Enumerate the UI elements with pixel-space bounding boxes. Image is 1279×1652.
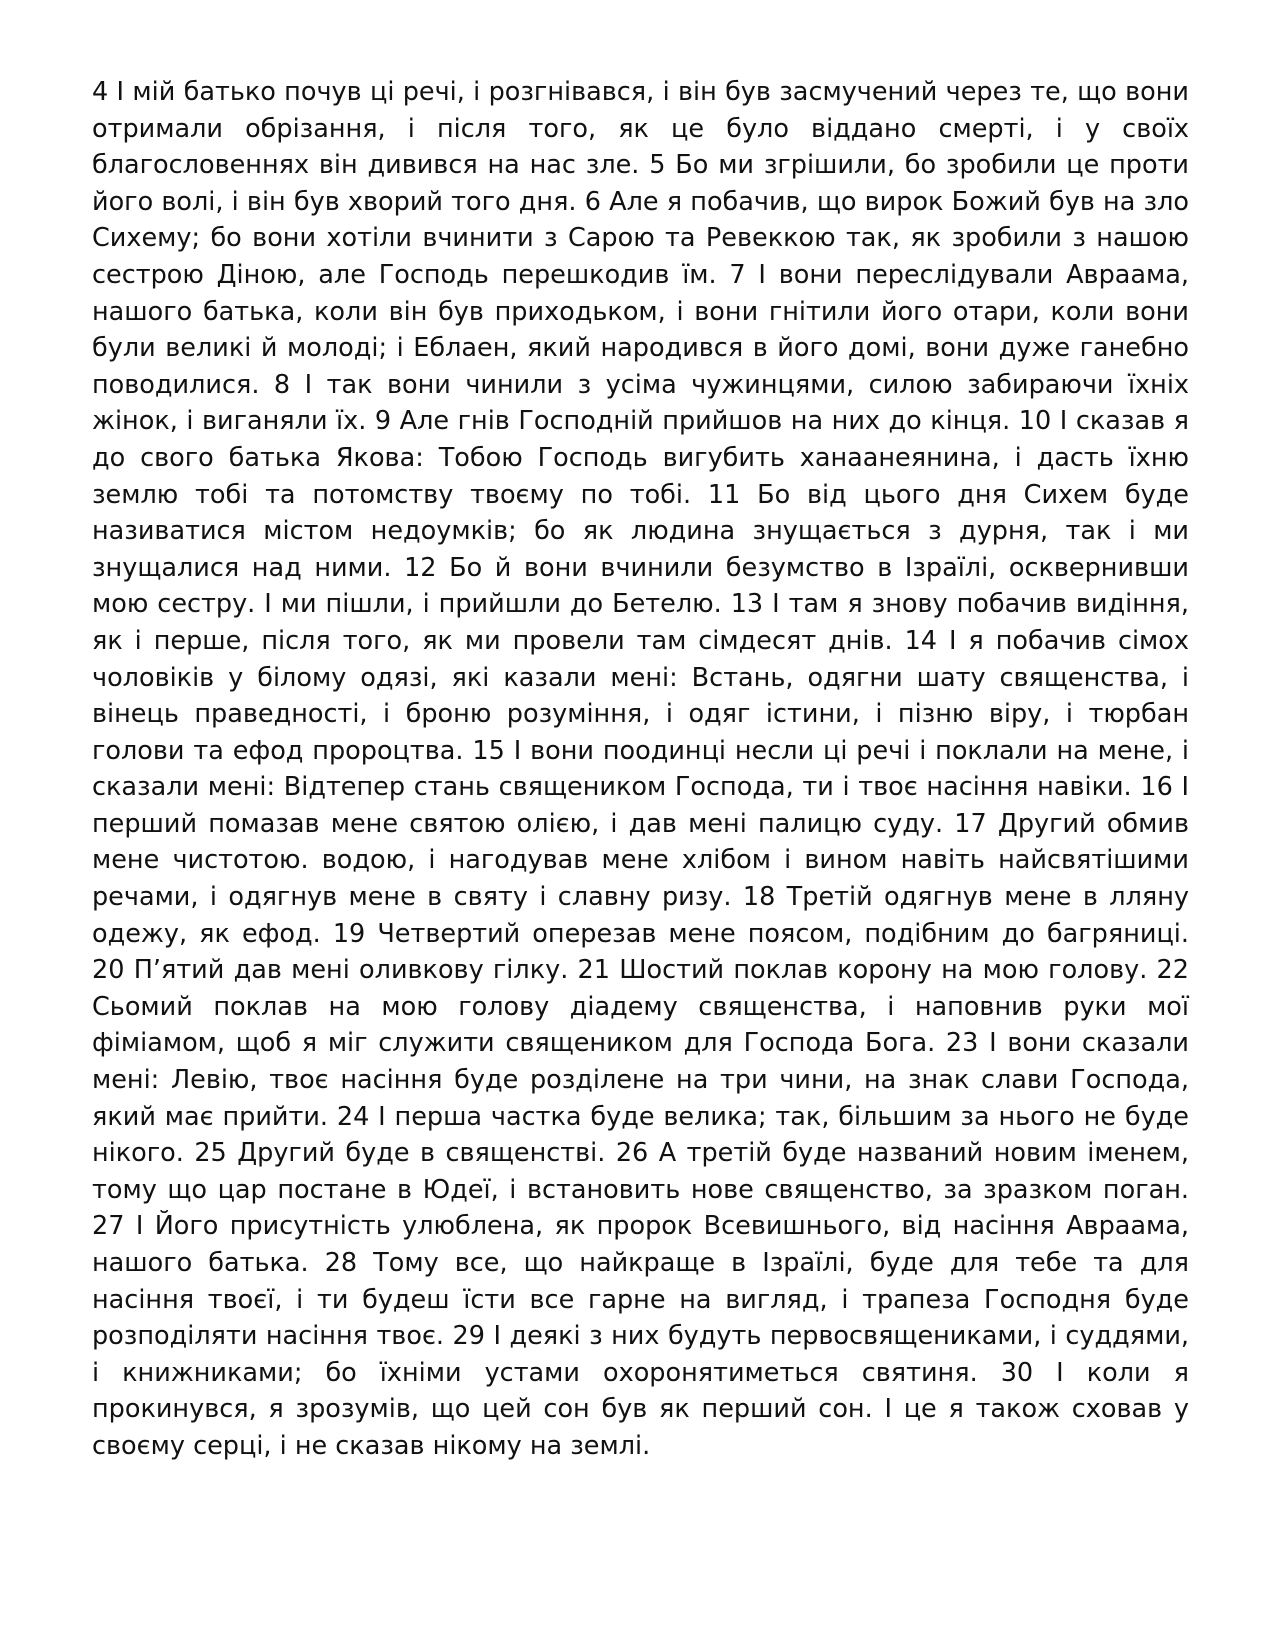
body-paragraph: 4 І мій батько почув ці речі, і розгнівався, і він був засмучений через те, що вони отримали обрізання, і після того, як це було віддано смерті, і у своїх благословеннях він дивився на нас зле. 5 Бо ми згрішили, бо зробили це проти його волі, і він був хворий того дня. 6 Але я побачив, що вирок Божий був на зло Сихему; бо вони хотіли вчинити з Сарою та Ревеккою так, як зробили з нашою сестрою Діною, але Господь перешкодив їм. 7 І вони переслідували Авраама, нашого батька, коли він був приходьком, і вони гнітили його отари, коли вони були великі й молоді; і Еблаен, який народився в його домі, вони дуже ганебно поводилися. 8 І так вони чинили з усіма чужинцями, силою забираючи їхніх жінок, і виганяли їх. 9 Але гнів Господній прийшов на них до кінця. 10 І сказав я до свого батька Якова: Тобою Господь вигубить ханаанеянина, і дасть їхню землю тобі та потомству твоєму по тобі. 11 Бо від цього дня Сихем буде називатися містом недоумків; бо як людина знущається з дурня, так і ми знущалися над ними. 12 Бо й вони вчинили безумство в Ізраїлі, осквернивши мою сестру. І ми пішли, і прийшли до Бетелю. 13 І там я знову побачив видіння, як і перше, після того, як ми провели там сімдесят днів. 14 І я побачив сімох чоловіків у білому одязі, які казали мені: Встань, одягни шату священства, і вінець праведності, і броню розуміння, і одяг істини, і пізню віру, і тюрбан голови та ефод пророцтва. 15 І вони поодинці несли ці речі і поклали на мене, і сказали мені: Відтепер стань священиком Господа, ти і твоє насіння навіки. 16 І перший помазав мене святою олією, і дав мені палицю суду. 17 Другий обмив мене чистотою. водою, і нагодував мене хлібом і вином навіть найсвятішими речами, і одягнув мене в святу і славну ризу. 18 Третій одягнув мене в лляну одежу, як ефод. 19 Четвертий оперезав мене поясом, подібним до багряниці. 20 П’ятий дав мені оливкову гілку. 21 Шостий поклав корону на мою голову. 22 Сьомий поклав на мою голову діадему священства, і наповнив руки мої фіміамом, щоб я міг служити священиком для Господа Бога. 23 І вони сказали мені: Левію, твоє насіння буде розділене на три чини, на знак слави Господа, який має прийти. 24 І перша частка буде велика; так, більшим за нього не буде нікого. 25 Другий буде в священстві. 26 А третій буде названий новим іменем, тому що цар постане в Юдеї, і встановить нове священство, за зразком поган. 27 І Його присутність улюблена, як пророк Всевишнього, від насіння Авраама, нашого батька. 28 Тому все, що найкраще в Ізраїлі, буде для тебе та для насіння твоєї, і ти будеш їсти все гарне на вигляд, і трапеза Господня буде розподіляти насіння твоє. 29 І деякі з них будуть первосвящениками, і суддями, і книжниками; бо їхніми устами охоронятиметься святиня. 30 І коли я прокинувся, я зрозумів, що цей сон був як перший сон. І це я також сховав у своєму серці, і не сказав нікому на землі. — [92, 77, 1189, 1461]
document-page — [92, 74, 1189, 1465]
